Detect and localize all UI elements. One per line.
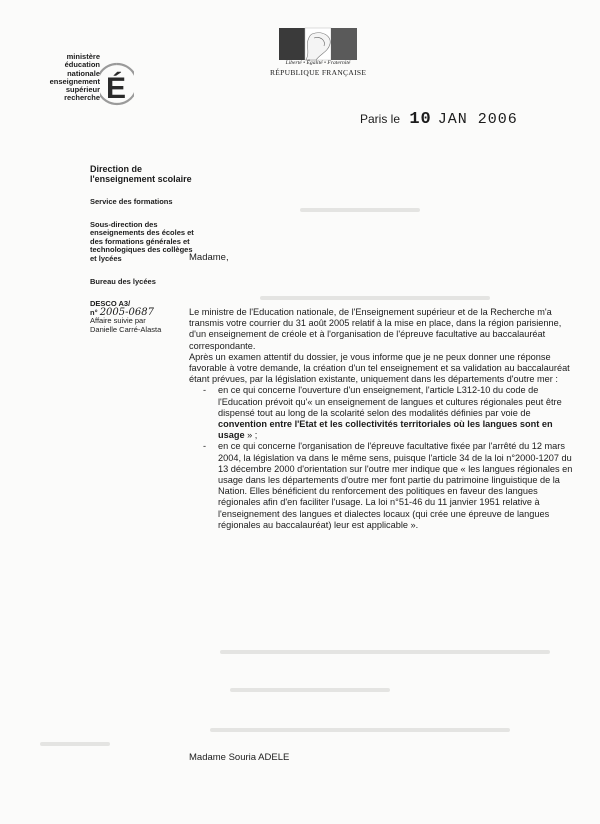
ministry-line: ministère [66,52,100,61]
scan-artifact [300,208,420,212]
sender-direction: Direction de l'enseignement scolaire [90,164,192,184]
list-item [189,441,575,531]
ministry-line: nationale [67,68,100,78]
followed-by-name: Danielle Carré-Alasta [90,324,162,334]
sender-reference [90,300,200,334]
ministry-line: enseignement [49,76,100,86]
list-item [189,385,575,441]
ministry-logo-icon [100,58,134,108]
sender-service: Service des formations [90,197,173,206]
bullet-text: en ce qui concerne l'organisation de l'épreuve facultative fixée par l'arrêté du 12 mars 2004, la législation va dans le même sens, puisque l'article 34 de la loi n°2000-1207 du 13 décembre 2000 d'orientation sur l'outre mer indique que « les langues régionales en usage dans les départements d'outre mer font partie du patrimoine linguistique de la Nation. Elles bénéficient du renforcement des politiques en faveur des langues régionales afin d'en faciliter l'usage. La loi n°51-46 du 11 janvier 1951 relative à l'enseignement des langues et dialectes locaux (qui crée une épreuve de langues régionales au baccalauréat) leur est applicable ». [218,441,573,530]
reference-prefix: DESCO A3/ [90,299,131,309]
scan-artifact [220,650,550,654]
letter-date [360,110,518,129]
ministry-line: éducation [64,60,100,70]
sender-subdirection: Sous-direction des enseignements des écoles et des formations générales et technologiques des collèges et lycées [90,219,194,263]
republique-francaise-logo-icon [276,26,360,90]
list-dash: - [203,441,207,452]
bullet-text: en ce qui concerne l'ouverture d'un enseignement, l'article L312-10 du code de l'Education prévoit qu'« un enseignement de langues et cultures régionales peut être dispensé tout au long de la scolarité selon des modalités définies par voie de [218,385,562,418]
ministry-name [40,53,100,103]
ministry-line: recherche [64,93,100,103]
ministry-line: supérieur [65,85,100,95]
reference-number-prefix: n° [90,307,98,317]
scan-artifact [230,688,390,692]
scan-artifact [260,296,490,300]
sender-bureau: Bureau des lycées [90,276,156,286]
body-paragraph: Le ministre de l'Education nationale, de l'Enseignement supérieur et de la Recherche m'a transmis votre courrier du 31 août 2005 relatif à la mise en place, dans la région parisienne, d'un enseignement de créole et à l'organisation de l'épreuve facultative au baccalauréat correspondante. [189,307,562,351]
handwritten-reference: 2005-0687 [99,306,154,318]
sender-block [90,164,200,335]
followed-by-label: Affaire suivie par [90,316,146,326]
recipient-name: Madame Souria ADELE [189,752,290,763]
letter-body [189,307,575,531]
body-paragraph: Après un examen attentif du dossier, je vous informe que je ne peux donner une réponse favorable à votre demande, la création d'un tel enseignement et sa validation au baccalauréat étant prévues, par la législation existante, uniquement dans les départements d'outre mer : [189,351,570,385]
date-city: Paris le [360,112,401,126]
republic-motto: Liberté • Égalité • Fraternité [285,60,351,66]
date-stamp [409,111,517,128]
scan-artifact [210,728,510,732]
salutation: Madame, [189,252,229,263]
bullet-end: » ; [247,430,258,441]
date-month-year: JAN 2006 [437,111,518,128]
date-day: 10 [409,110,432,129]
republic-name: RÉPUBLIQUE FRANÇAISE [270,68,367,77]
scan-artifact [40,742,110,746]
list-dash: - [203,385,207,396]
bullet-emphasis: convention entre l'Etat et les collectivités territoriales où les langues sont en usage [218,419,553,441]
ministry-logo-letter: É [106,72,127,105]
